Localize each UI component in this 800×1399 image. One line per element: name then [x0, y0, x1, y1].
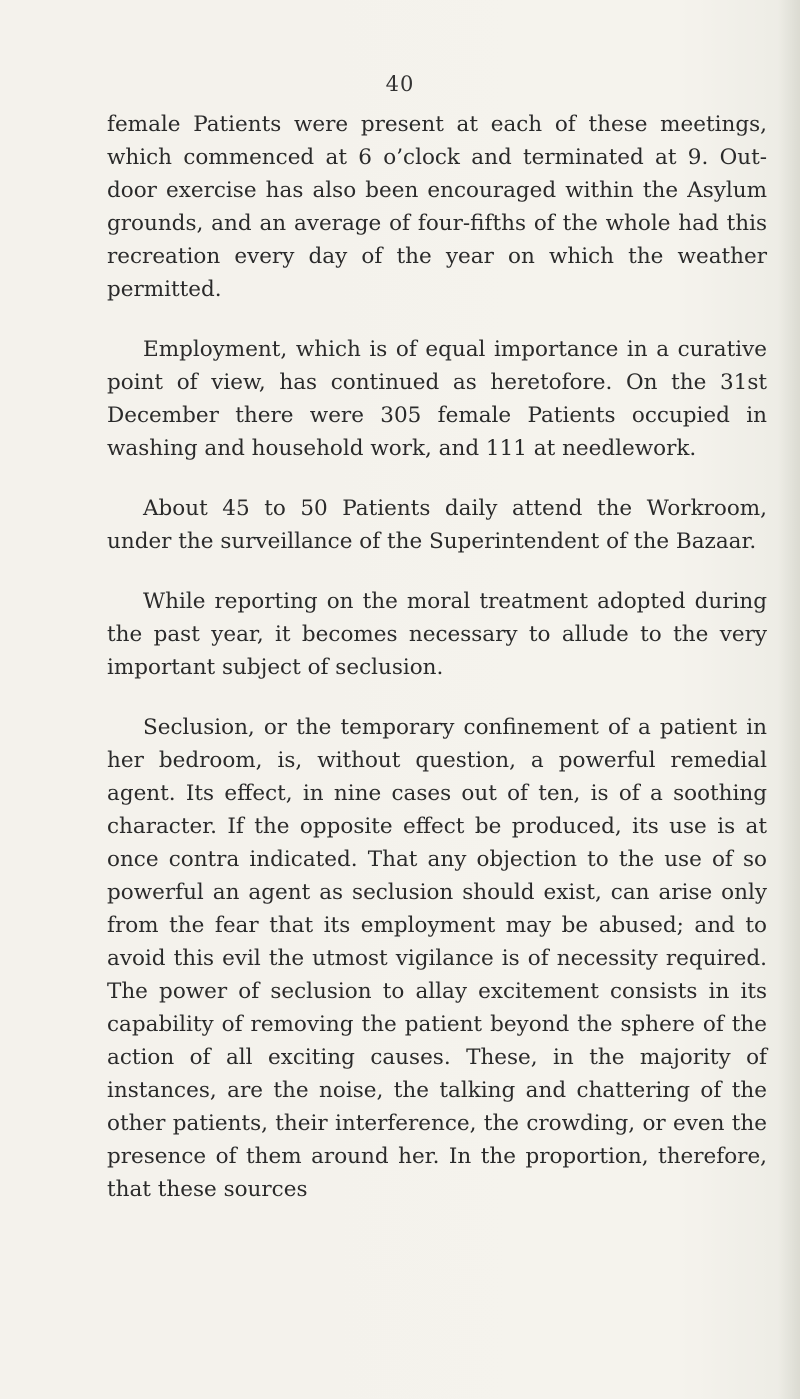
body-text: [107, 108, 767, 1233]
paragraph-workroom: About 45 to 50 Patients daily attend the Workroom, under the surveillance of the Superintendent of the Bazaar.: [107, 496, 767, 554]
paragraph-continuation: female Patients were present at each of these meetings, which commenced at 6 o’clock and terminated at 9. Out-door exercise has also been encouraged within the Asylum grounds, and an average of four-fifths of the whole had this recreation every day of the year on which the weather permitted.: [107, 112, 767, 302]
page-number: 40: [385, 72, 415, 96]
paragraph-moral-treatment: While reporting on the moral treatment adopted during the past year, it becomes necessary to allude to the very important subject of seclusion.: [107, 589, 767, 680]
page-edge-shadow: [778, 0, 800, 1399]
paragraph-employment: Employment, which is of equal importance in a curative point of view, has continued as heretofore. On the 31st December there were 305 female Patients occupied in washing and household work, and 111 at needlework.: [107, 337, 767, 461]
paragraph-seclusion: Seclusion, or the temporary confinement of a patient in her bedroom, is, without question, a powerful remedial agent. Its effect, in nine cases out of ten, is of a soothing character. If the opposite effect be produced, its use is at once contra indicated. That any objection to the use of so powerful an agent as seclusion should exist, can arise only from the fear that its employment may be abused; and to avoid this evil the utmost vigilance is of necessity required. The power of seclusion to allay excitement consists in its capability of removing the patient beyond the sphere of the action of all exciting causes. These, in the majority of instances, are the noise, the talking and chattering of the other patients, their interference, the crowding, or even the presence of them around her. In the proportion, therefore, that these sources: [107, 715, 767, 1202]
